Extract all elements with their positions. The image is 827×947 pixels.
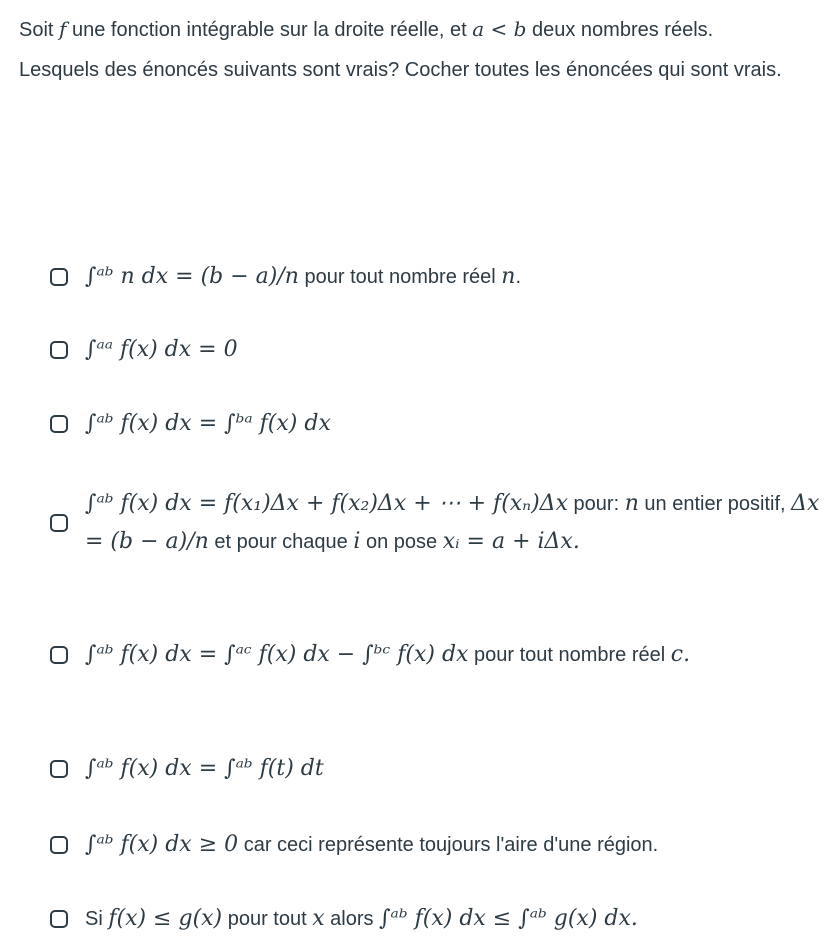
text: un entier positif,: [638, 493, 792, 515]
choice-label: [85, 636, 825, 674]
text: pour:: [567, 493, 625, 515]
checkbox[interactable]: [50, 415, 68, 433]
math: ∫ᵃᵇ f(x) dx = ∫ᵃᶜ f(x) dx − ∫ᵇᶜ f(x) dx: [85, 642, 469, 667]
text: .: [515, 266, 522, 288]
choice-label: [85, 405, 825, 443]
choice-4[interactable]: [50, 485, 827, 561]
choice-5[interactable]: [50, 636, 827, 674]
checkbox[interactable]: [50, 646, 68, 664]
math: Δx = (b − a)/n: [85, 491, 820, 554]
math: ∫ᵃᵇ f(x) dx = f(x₁)Δx + f(x₂)Δx + ⋯ + f(xₙ)Δx: [85, 491, 568, 516]
text: Si: [85, 908, 109, 930]
choice-6[interactable]: [50, 750, 827, 788]
prompt-line-2: Lesquels des énoncés suivants sont vrais? Cocher toutes les énoncées qui sont vrais.: [19, 59, 782, 81]
choice-8[interactable]: [50, 900, 827, 938]
choice-3[interactable]: [50, 405, 827, 443]
text: alors: [324, 908, 380, 930]
choice-label: [85, 750, 825, 788]
math: n: [624, 491, 639, 516]
checkbox[interactable]: [50, 514, 68, 532]
math-f: f: [59, 17, 67, 41]
math: ∫ᵃᵇ n dx = (b − a)/n: [85, 264, 299, 289]
prompt-text: deux nombres réels.: [526, 19, 714, 41]
prompt-text: une fonction intégrable sur la droite réelle, et: [66, 19, 473, 41]
choice-label: [85, 331, 825, 369]
choice-7[interactable]: [50, 826, 827, 864]
math-a-lt-b: a < b: [472, 17, 527, 41]
math: xᵢ = a + iΔx.: [442, 529, 580, 554]
checkbox[interactable]: [50, 341, 68, 359]
checkbox[interactable]: [50, 910, 68, 928]
math: i: [353, 529, 361, 554]
checkbox[interactable]: [50, 268, 68, 286]
math: ∫ᵃᵇ f(x) dx ≤ ∫ᵃᵇ g(x) dx.: [379, 906, 638, 931]
math: ∫ᵃᵃ f(x) dx = 0: [85, 337, 238, 362]
choice-label: [85, 485, 825, 561]
text: pour tout nombre réel: [298, 266, 502, 288]
text: car ceci représente toujours l'aire d'une région.: [238, 834, 659, 856]
prompt-text: Soit: [19, 19, 60, 41]
text: et pour chaque: [208, 531, 354, 553]
checkbox[interactable]: [50, 836, 68, 854]
text: on pose: [360, 531, 443, 553]
choice-label: [85, 258, 825, 296]
math: ∫ᵃᵇ f(x) dx ≥ 0: [85, 832, 239, 857]
choice-label: [85, 826, 825, 864]
math: f(x) ≤ g(x): [108, 906, 223, 931]
math: ∫ᵃᵇ f(x) dx = ∫ᵇᵃ f(x) dx: [85, 411, 331, 436]
choice-1[interactable]: [50, 258, 827, 296]
choice-label: [85, 900, 825, 938]
text: pour tout: [222, 908, 313, 930]
math: ∫ᵃᵇ f(x) dx = ∫ᵃᵇ f(t) dt: [85, 756, 324, 781]
text: pour tout nombre réel: [468, 644, 671, 666]
checkbox[interactable]: [50, 760, 68, 778]
math: n: [501, 264, 516, 289]
choice-2[interactable]: [50, 331, 827, 369]
math: c.: [670, 642, 691, 667]
math: x: [312, 906, 325, 931]
